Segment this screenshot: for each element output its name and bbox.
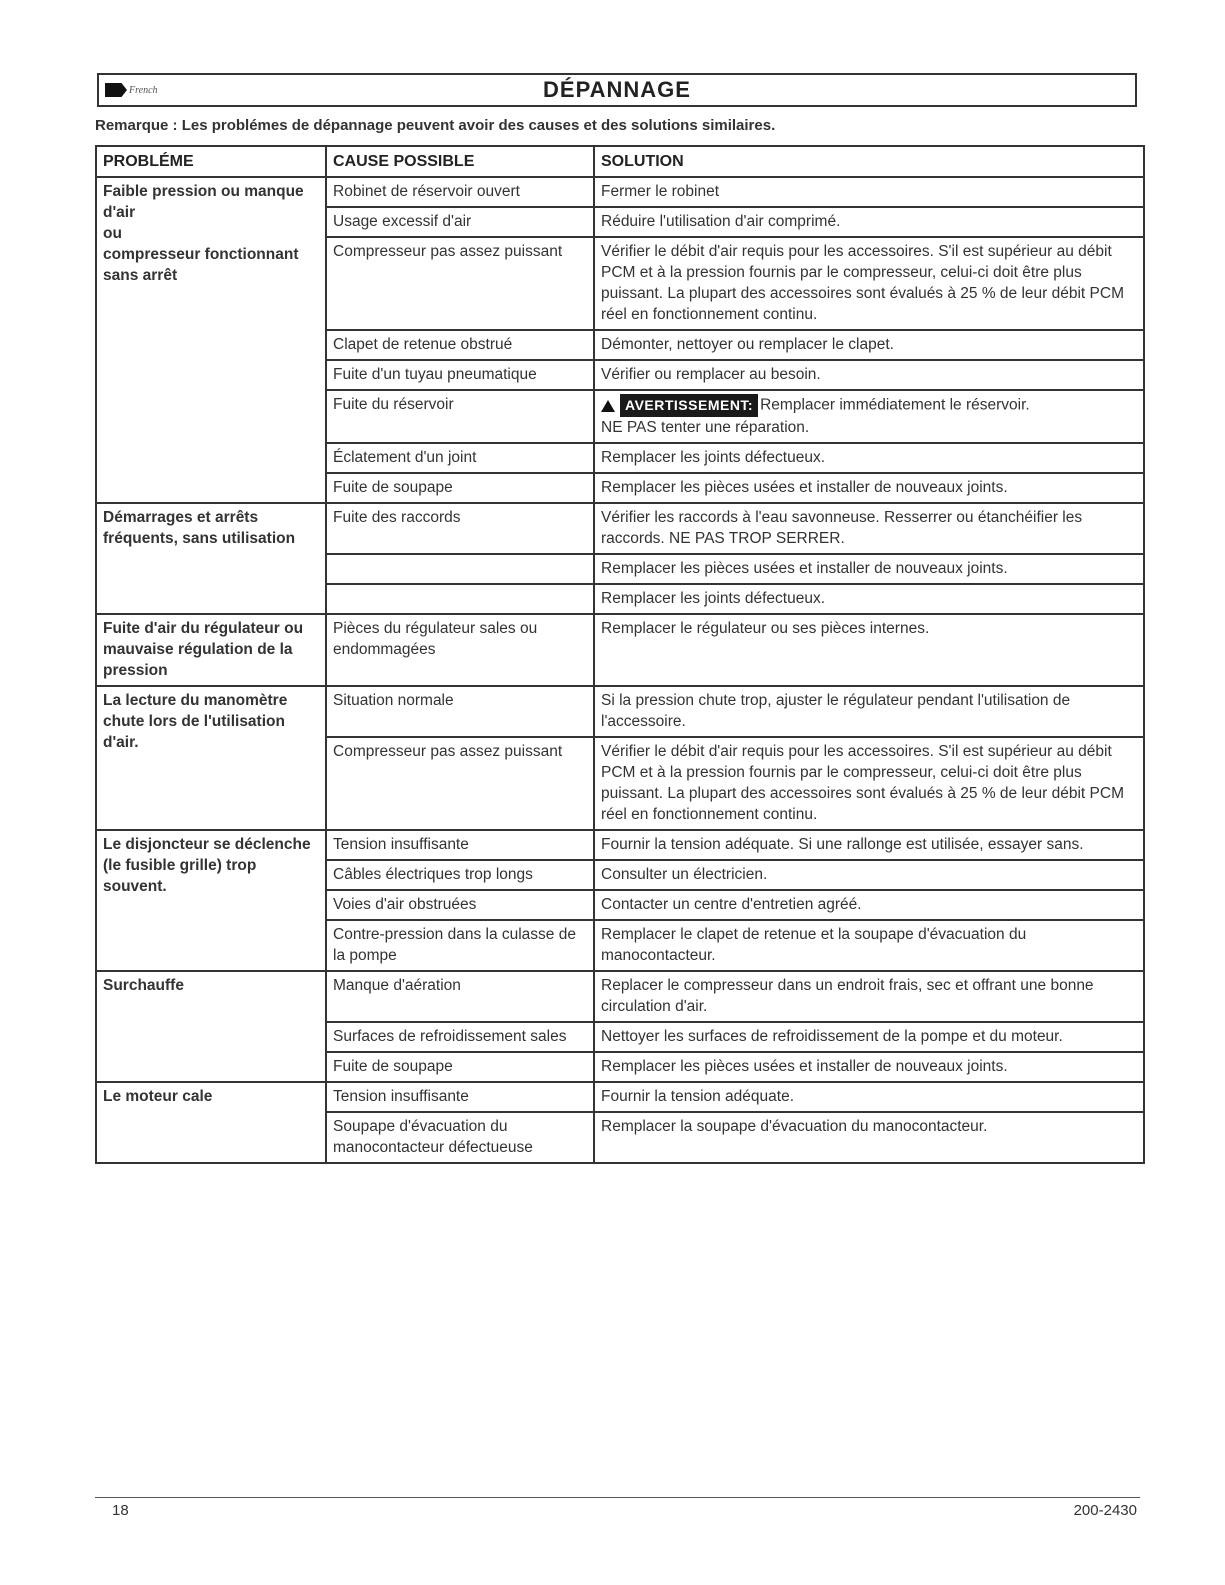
solution-cell: Remplacer le clapet de retenue et la soupape d'évacuation du manocontacteur. [594,920,1144,971]
table-row [96,971,1144,1022]
solution-extra-text: NE PAS tenter une réparation. [601,419,810,436]
solution-cell: Fermer le robinet [594,177,1144,207]
solution-cell: Vérifier les raccords à l'eau savonneuse. Resserrer ou étanchéifier les raccords. NE PAS TROP SERRER. [594,503,1144,554]
solution-cell: Nettoyer les surfaces de refroidissement de la pompe et du moteur. [594,1022,1144,1052]
problem-cell: Démarrages et arrêts fréquents, sans utilisation [96,503,326,614]
cause-cell: Fuite de soupape [326,1052,594,1082]
cause-cell: Fuite de soupape [326,473,594,503]
cause-cell: Tension insuffisante [326,1082,594,1112]
cause-cell: Clapet de retenue obstrué [326,330,594,360]
footer-divider [95,1497,1140,1498]
solution-cell: Contacter un centre d'entretien agréé. [594,890,1144,920]
arrow-icon [105,83,127,97]
page-number: 18 [112,1502,129,1519]
solution-cell: Remplacer la soupape d'évacuation du manocontacteur. [594,1112,1144,1163]
problem-cell: Le disjoncteur se déclenche (le fusible grille) trop souvent. [96,830,326,971]
cause-cell: Câbles électriques trop longs [326,860,594,890]
solution-cell: Remplacer les pièces usées et installer de nouveaux joints. [594,554,1144,584]
header-cause: CAUSE POSSIBLE [326,146,594,177]
problem-cell: Surchauffe [96,971,326,1082]
troubleshooting-note: Remarque : Les problémes de dépannage peuvent avoir des causes et des solutions similaires. [95,117,776,134]
solution-cell: Remplacer les joints défectueux. [594,584,1144,614]
header-solution: SOLUTION [594,146,1144,177]
cause-cell: Tension insuffisante [326,830,594,860]
solution-cell: Fournir la tension adéquate. [594,1082,1144,1112]
solution-cell: Vérifier le débit d'air requis pour les accessoires. S'il est supérieur au débit PCM et à la pression fournis par le compresseur, celui-ci doit être plus puissant. La plupart des accessoires sont évalués à 25 % de leur débit PCM réel en fonctionnement continu. [594,237,1144,330]
header-problem: PROBLÉME [96,146,326,177]
table-header-row [96,146,1144,177]
table-row [96,614,1144,686]
problem-cell: La lecture du manomètre chute lors de l'utilisation d'air. [96,686,326,830]
language-tab [105,81,179,99]
cause-cell: Surfaces de refroidissement sales [326,1022,594,1052]
warning-triangle-icon [601,400,615,412]
solution-cell: Consulter un électricien. [594,860,1144,890]
table-row [96,686,1144,737]
solution-cell: Remplacer les pièces usées et installer de nouveaux joints. [594,1052,1144,1082]
solution-cell: Réduire l'utilisation d'air comprimé. [594,207,1144,237]
solution-cell: Remplacer les joints défectueux. [594,443,1144,473]
warning-badge: AVERTISSEMENT: [620,394,758,417]
troubleshooting-table [95,145,1145,1164]
cause-cell: Usage excessif d'air [326,207,594,237]
cause-cell: Compresseur pas assez puissant [326,737,594,830]
cause-cell [326,584,594,614]
cause-cell: Contre-pression dans la culasse de la pompe [326,920,594,971]
cause-cell [326,554,594,584]
problem-cell: Le moteur cale [96,1082,326,1163]
solution-text: Remplacer immédiatement le réservoir. [760,396,1030,414]
solution-cell: Fournir la tension adéquate. Si une rallonge est utilisée, essayer sans. [594,830,1144,860]
solution-cell: Vérifier ou remplacer au besoin. [594,360,1144,390]
cause-cell: Fuite des raccords [326,503,594,554]
problem-cell: Fuite d'air du régulateur ou mauvaise régulation de la pression [96,614,326,686]
section-title-bar [97,73,1137,107]
solution-cell: Replacer le compresseur dans un endroit frais, sec et offrant une bonne circulation d'air. [594,971,1144,1022]
problem-cell: Faible pression ou manque d'air ou compresseur fonctionnant sans arrêt [96,177,326,503]
page-title: DÉPANNAGE [543,77,691,102]
cause-cell: Situation normale [326,686,594,737]
solution-cell: Si la pression chute trop, ajuster le régulateur pendant l'utilisation de l'accessoire. [594,686,1144,737]
cause-cell: Voies d'air obstruées [326,890,594,920]
cause-cell: Éclatement d'un joint [326,443,594,473]
document-number: 200-2430 [1073,1502,1137,1519]
solution-cell: Remplacer les pièces usées et installer de nouveaux joints. [594,473,1144,503]
solution-cell: Démonter, nettoyer ou remplacer le clapet. [594,330,1144,360]
cause-cell: Soupape d'évacuation du manocontacteur défectueuse [326,1112,594,1163]
table-row [96,1082,1144,1112]
cause-cell: Fuite d'un tuyau pneumatique [326,360,594,390]
solution-cell [594,390,1144,443]
language-label: French [129,84,158,96]
cause-cell: Robinet de réservoir ouvert [326,177,594,207]
table-row [96,177,1144,207]
warning-label [601,394,758,417]
cause-cell: Pièces du régulateur sales ou endommagées [326,614,594,686]
solution-cell: Remplacer le régulateur ou ses pièces internes. [594,614,1144,686]
solution-cell: Vérifier le débit d'air requis pour les accessoires. S'il est supérieur au débit PCM et à la pression fournis par le compresseur, celui-ci doit être plus puissant. La plupart des accessoires sont évalués à 25 % de leur débit PCM réel en fonctionnement continu. [594,737,1144,830]
cause-cell: Fuite du réservoir [326,390,594,443]
cause-cell: Compresseur pas assez puissant [326,237,594,330]
table-body [96,177,1144,1163]
table-row [96,503,1144,554]
cause-cell: Manque d'aération [326,971,594,1022]
table-row [96,830,1144,860]
